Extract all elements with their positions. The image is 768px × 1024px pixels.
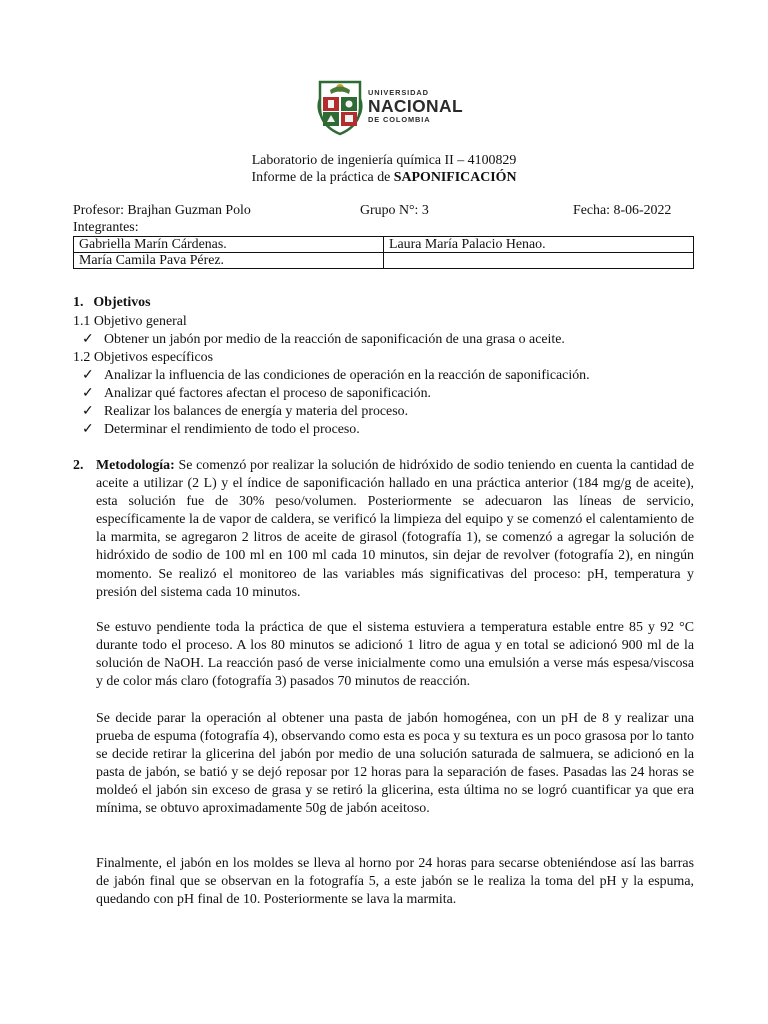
paragraph-metodologia-2: Se estuvo pendiente toda la práctica de que el sistema estuviera a temperatura estable entre 85 y 92 °C durante todo el proceso. A los 80 minutos se adicionó 1 litro de agua y en total se adicionó 900 ml de la solución de NaOH. La reacción pasó de verse inicialmente como una emulsión a verse más espesa/viscosa y de color más claro (fotografía 3) pasados 70 minutos de reacción. xyxy=(96,620,694,690)
general-objective-heading: 1.1 Objetivo general xyxy=(73,314,187,329)
course-title: Laboratorio de ingeniería química II – 4100829 xyxy=(251,153,517,168)
table-cell xyxy=(384,253,694,269)
list-item-text: Analizar la influencia de las condiciones de operación en la reacción de saponificación. xyxy=(104,368,590,383)
list-item xyxy=(82,385,431,402)
list-item-text: Realizar los balances de energía y materia del proceso. xyxy=(104,404,409,419)
university-shield-icon xyxy=(316,78,364,136)
checkmark-icon: ✓ xyxy=(82,404,94,419)
table-cell: Gabriella Marín Cárdenas. xyxy=(74,237,384,253)
list-item xyxy=(82,367,590,384)
table-cell: María Camila Pava Pérez. xyxy=(74,253,384,269)
group-label: Grupo N°: 3 xyxy=(360,203,429,218)
checkmark-icon: ✓ xyxy=(82,368,94,383)
section-title: Objetivos xyxy=(93,295,151,310)
checkmark-icon: ✓ xyxy=(82,422,94,437)
list-item xyxy=(82,331,565,348)
list-item xyxy=(82,421,360,438)
report-title xyxy=(0,169,768,186)
report-title-bold: SAPONIFICACIÓN xyxy=(393,170,517,185)
checkmark-icon: ✓ xyxy=(82,332,94,347)
logo-line-3: DE COLOMBIA xyxy=(368,115,431,124)
members-label: Integrantes: xyxy=(73,220,139,235)
date-label: Fecha: 8-06-2022 xyxy=(573,203,672,218)
paragraph-metodologia-4: Finalmente, el jabón en los moldes se lleva al horno por 24 horas para secarse obteniéndose así las barras de jabón final que se observan en la fotografía 5, a este jabón se le realiza la toma del pH y la espuma, quedando con pH final de 10. Posteriormente se lava la marmita. xyxy=(96,856,694,908)
report-title-prefix: Informe de la práctica de xyxy=(251,170,394,185)
specific-objectives-heading: 1.2 Objetivos específicos xyxy=(73,350,214,365)
university-wordmark xyxy=(368,88,463,124)
list-item xyxy=(82,403,408,420)
logo-line-2: NACIONAL xyxy=(368,96,463,116)
checkmark-icon: ✓ xyxy=(82,386,94,401)
list-item-text: Obtener un jabón por medio de la reacción de saponificación de una grasa o aceite. xyxy=(104,332,565,347)
table-row xyxy=(74,253,694,269)
professor-label: Profesor: Brajhan Guzman Polo xyxy=(73,203,251,218)
table-cell: Laura María Palacio Henao. xyxy=(384,237,694,253)
paragraph-metodologia-3: Se decide parar la operación al obtener una pasta de jabón homogénea, con un pH de 8 y realizar una prueba de espuma (fotografía 4), observando como esta es poca y su textura es un poco grasosa por lo tanto se decide retirar la glicerina del jabón por medio de una solución saturada de salmuera, se adicionó en la pasta de jabón, se batió y se dejó reposar por 12 horas para la separación de fases. Pasadas las 24 horas se moldeó el jabón sin exceso de grasa y se retiró la glicerina, esta última no se logró cuantificar ya que era mínima, se obtuvo aproximadamente 50g de jabón aceitoso. xyxy=(96,711,694,817)
logo-line-1: UNIVERSIDAD xyxy=(368,88,429,97)
paragraph-text: Se comenzó por realizar la solución de hidróxido de sodio teniendo en cuenta la cantidad de aceite a utilizar (2 L) y el índice de saponificación hallado en una práctica anterior (184 mg/g de aceite), esta solución fue de 30% peso/volumen. Posteriormente se adecuaron las líneas de servicio, específicamente la de vapor de caldera, se verificó la limpieza del equipo y se comenzó el calentamiento de la marmita, se agregaron 2 litros de aceite de girasol (fotografía 1), se comenzó a agregar la solución de hidróxido de sodio de 100 ml en 100 ml cada 10 minutos, sin dejar de revolver (fotografía 2), en ningún momento. Se realizó el monitoreo de las variables más significativas del proceso: pH, temperatura y presión del sistema cada 10 minutos. xyxy=(96,458,694,600)
section-objetivos-heading xyxy=(73,294,151,311)
table-row xyxy=(74,237,694,253)
members-table xyxy=(73,236,694,269)
university-logo xyxy=(316,78,466,138)
list-item-text: Analizar qué factores afectan el proceso de saponificación. xyxy=(104,386,432,401)
section-number: 1. xyxy=(73,295,84,310)
section-title: Metodología: xyxy=(96,458,175,473)
paragraph-metodologia-1 xyxy=(96,457,694,602)
section-number: 2. xyxy=(73,458,84,473)
list-item-text: Determinar el rendimiento de todo el proceso. xyxy=(104,422,360,437)
